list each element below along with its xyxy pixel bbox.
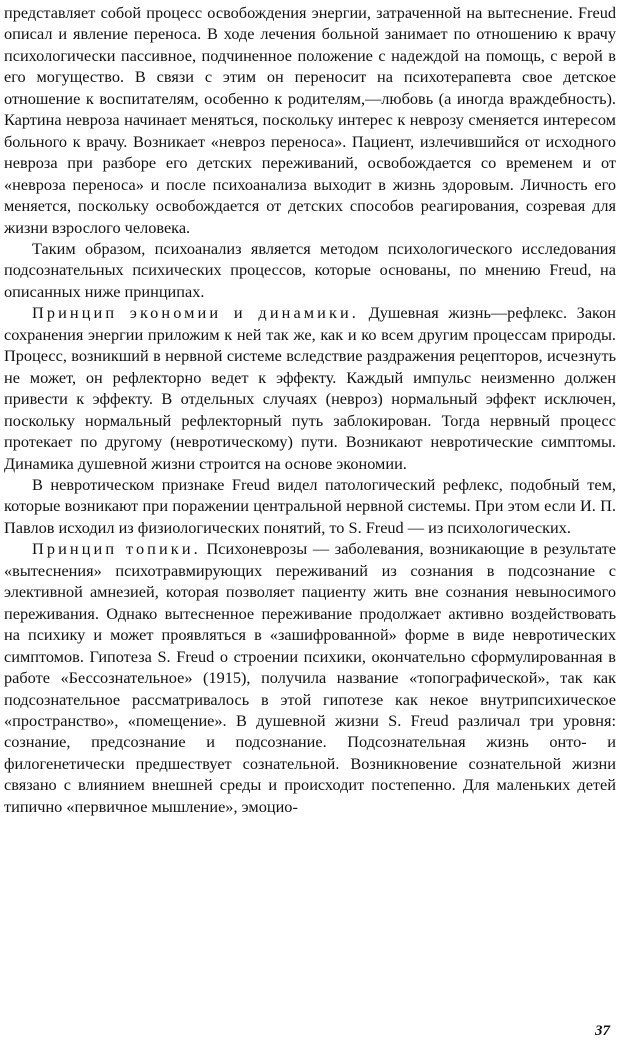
paragraph-5-text: Психоневрозы — заболевания, возникающие в результате «вытеснения» психотравмирующих переживаний из сознания в подсознание с элективной амнезией, которая позволяет пациенту жить вне сознания невыносимого переживания. Однако вытесненное переживание продолжает активно воздействовать на психику и может проявляться в «зашифрованной» форме в виде невротических симптомов. Гипотеза S. Freud о строении психики, окончательно сформулированная в работе «Бессознательное» (1915), получила название «топографической», так как подсознательное рассматривалось в этой гипотезе как некое внутрипсихическое «пространство», «помещение». В душевной жизни S. Freud различал три уровня: сознание, предсознание и подсознание. Подсознательная жизнь онто- и филогенетически предшествует сознательной. Возникновение сознательной жизни связано с влиянием внешней среды и происходит постепенно. Для маленьких детей типично «первичное мышление», эмоцио- bbox=[4, 539, 616, 816]
paragraph-2-text: Таким образом, психоанализ является методом психологического исследования подсознательных психических процессов, которые основаны, по мнению Freud, на описанных ниже принципах. bbox=[4, 238, 616, 301]
section-heading-economy-dynamics: Принцип экономии и динамики. bbox=[32, 303, 359, 323]
paragraph-5 bbox=[4, 538, 616, 817]
paragraph-2 bbox=[4, 238, 616, 302]
paragraph-1-text: представляет собой процесс освобождения энергии, затраченной на вытеснение. Freud описал и явление переноса. В ходе лечения больной занимает по отношению к врачу психологически пассивное, подчиненное положение с надеждой на помощь, с верой в его могущество. В связи с этим он переносит на психотерапевта свое детское отношение к воспитателям, особенно к родителям,—любовь (а иногда враждебность). Картина невроза начинает меняться, поскольку интерес к неврозу сменяется интересом больного к врачу. Возникает «невроз переноса». Пациент, излечившийся от исходного невроза при разборе его детских переживаний, освобождается со временем и от «невроза переноса» и после психоанализа выходит в жизнь здоровым. Личность его меняется, поскольку освобождается от детских способов реагирования, созревая для жизни взрослого человека. bbox=[4, 3, 616, 237]
paragraph-3 bbox=[4, 302, 616, 474]
paragraph-1 bbox=[4, 2, 616, 238]
section-heading-topics: Принцип топики. bbox=[32, 539, 201, 559]
paragraph-4 bbox=[4, 474, 616, 538]
paragraph-3-text: Душевная жизнь—рефлекс. Закон сохранения энергии приложим к ней так же, как и ко всем другим процессам природы. Процесс, возникший в нервной системе вследствие раздражения рецепторов, исчезнуть не может, он рефлекторно ведет к эффекту. Каждый импульс неизменно должен привести к эффекту. В отдельных случаях (невроз) нормальный эффект исключен, поскольку нормальный рефлекторный путь заблокирован. Тогда нервный процесс протекает по другому (невротическому) пути. Возникают невротические симптомы. Динамика душевной жизни строится на основе экономии. bbox=[4, 303, 616, 473]
paragraph-4-text: В невротическом признаке Freud видел патологический рефлекс, подобный тем, которые возникают при поражении центральной нервной системы. При этом если И. П. Павлов исходил из физиологических понятий, то S. Freud — из психологических. bbox=[4, 474, 616, 537]
page-text bbox=[4, 2, 616, 817]
page-number: 37 bbox=[595, 1023, 610, 1039]
